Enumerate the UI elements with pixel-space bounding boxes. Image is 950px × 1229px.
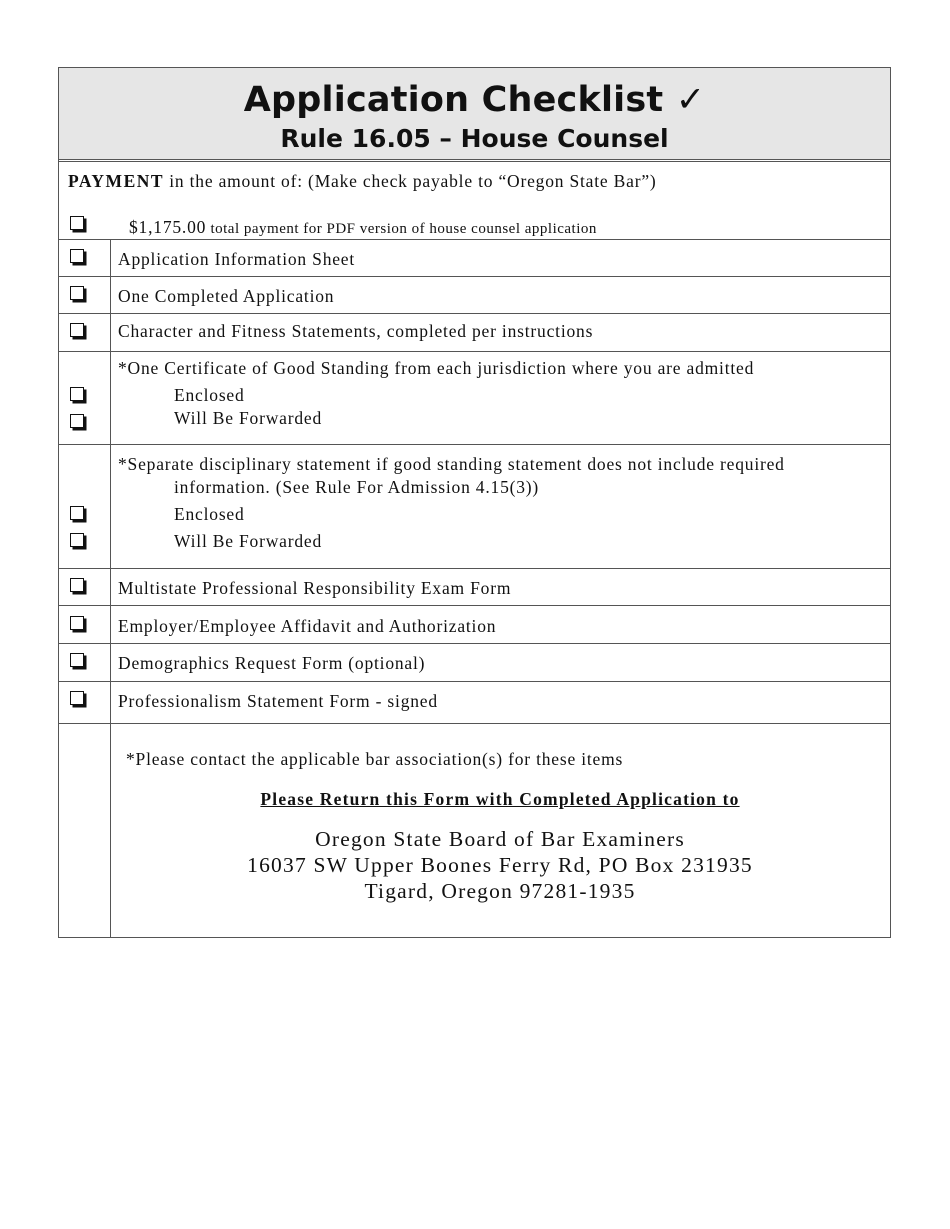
address-line-2: 16037 SW Upper Boones Ferry Rd, PO Box 231935 [247, 853, 753, 877]
payment-checkbox[interactable] [70, 216, 84, 230]
address-line-3: Tigard, Oregon 97281-1935 [364, 879, 636, 903]
payment-label: PAYMENT [68, 171, 165, 191]
checkbox-good-standing-enclosed[interactable] [70, 387, 84, 401]
row-divider [59, 444, 890, 445]
disciplinary-enclosed: Enclosed [174, 504, 245, 524]
row-divider [59, 568, 890, 569]
header-divider [59, 159, 890, 162]
good-standing-forwarded: Will Be Forwarded [174, 408, 323, 428]
item-employer-affidavit: Employer/Employee Affidavit and Authorization [118, 616, 497, 636]
row-divider [59, 723, 890, 724]
payment-amount-line [129, 217, 597, 238]
item-professionalism: Professionalism Statement Form - signed [118, 691, 438, 711]
return-instruction: Please Return this Form with Completed Application to [260, 789, 740, 809]
checkbox-good-standing-forwarded[interactable] [70, 414, 84, 428]
row-divider [59, 605, 890, 606]
checkbox-disciplinary-forwarded[interactable] [70, 533, 84, 547]
row-divider [59, 313, 890, 314]
item-disciplinary-statement-cont: information. (See Rule For Admission 4.15(3)) [174, 477, 540, 497]
address-line-1: Oregon State Board of Bar Examiners [315, 827, 685, 851]
row-divider [59, 351, 890, 352]
checkbox-application-info[interactable] [70, 249, 84, 263]
page-subtitle: Rule 16.05 – House Counsel [280, 124, 669, 153]
item-completed-application: One Completed Application [118, 286, 335, 306]
item-application-info: Application Information Sheet [118, 249, 356, 269]
checkbox-professionalism[interactable] [70, 691, 84, 705]
row-divider [59, 681, 890, 682]
page-title: Application Checklist ✓ [243, 80, 706, 120]
checkbox-demographics[interactable] [70, 653, 84, 667]
disciplinary-forwarded: Will Be Forwarded [174, 531, 323, 551]
contact-note: *Please contact the applicable bar association(s) for these items [126, 749, 624, 769]
checkbox-disciplinary-enclosed[interactable] [70, 506, 84, 520]
payment-amount-desc: total payment for PDF version of house counsel application [206, 221, 597, 237]
checkbox-mpre-form[interactable] [70, 578, 84, 592]
row-divider [59, 276, 890, 277]
payment-text: in the amount of: (Make check payable to “Oregon State Bar”) [164, 171, 657, 191]
row-divider [59, 239, 890, 240]
checklist-header [59, 68, 890, 160]
item-demographics: Demographics Request Form (optional) [118, 653, 426, 673]
payment-amount: $1,175.00 [129, 217, 207, 237]
item-character-fitness: Character and Fitness Statements, completed per instructions [118, 321, 594, 341]
item-disciplinary-statement: *Separate disciplinary statement if good standing statement does not include required [118, 454, 785, 474]
good-standing-enclosed: Enclosed [174, 385, 245, 405]
row-divider [59, 643, 890, 644]
checkbox-character-fitness[interactable] [70, 323, 84, 337]
checklist-form [58, 67, 891, 938]
checkbox-employer-affidavit[interactable] [70, 616, 84, 630]
checkbox-completed-application[interactable] [70, 286, 84, 300]
item-good-standing: *One Certificate of Good Standing from each jurisdiction where you are admitted [118, 358, 755, 378]
payment-instruction [68, 171, 657, 192]
item-mpre-form: Multistate Professional Responsibility Exam Form [118, 578, 512, 598]
